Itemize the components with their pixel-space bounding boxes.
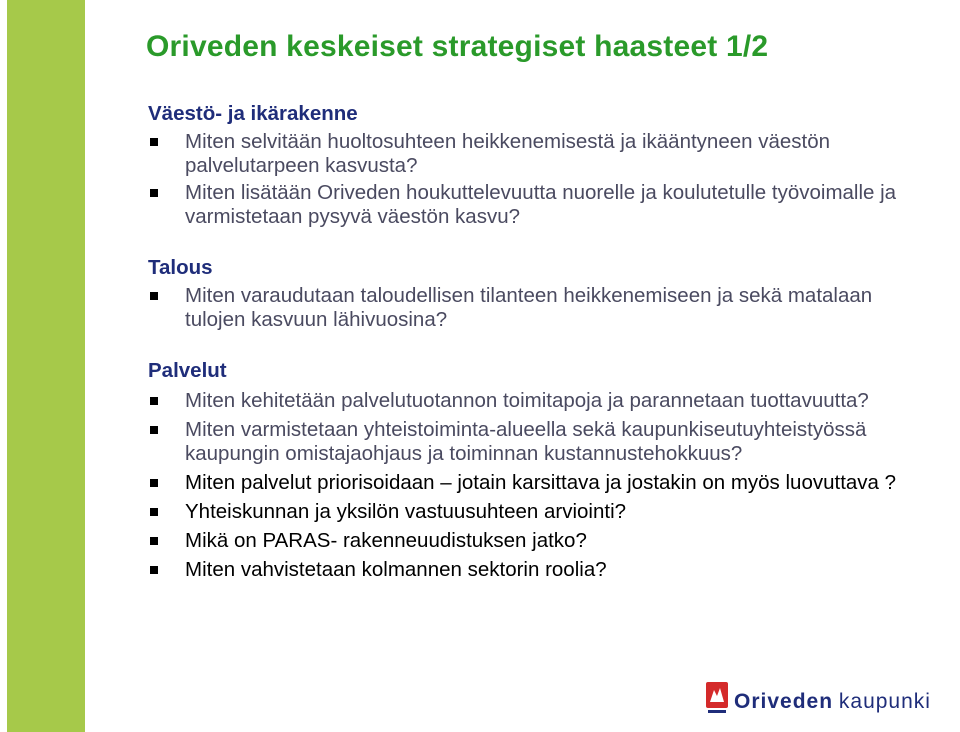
slide-content [148,101,938,582]
bullet-list [148,130,938,229]
square-bullet-icon [150,292,158,300]
list-item [148,471,938,495]
list-item-text: Yhteiskunnan ja yksilön vastuusuhteen arviointi? [185,500,627,523]
list-item [148,284,938,332]
list-item [148,500,938,524]
logo-wordmark [734,690,931,714]
organization-logo [704,680,960,720]
bullet-list [148,389,938,582]
section-economy [148,255,938,332]
town-coat-of-arms-icon [704,680,732,720]
section-population [148,101,938,229]
logo-name-light: kaupunki [838,690,931,713]
list-item [148,418,938,466]
square-bullet-icon [150,189,158,197]
square-bullet-icon [150,397,158,405]
square-bullet-icon [150,566,158,574]
square-bullet-icon [150,537,158,545]
list-item-text: Miten lisätään Oriveden houkuttelevuutta nuorelle ja koulutetulle työvoimalle ja varmistetaan pysyvä väestön kasvu? [185,181,897,228]
square-bullet-icon [150,479,158,487]
slide-title: Oriveden keskeiset strategiset haasteet 1/2 [146,30,769,63]
list-item-text: Miten varaudutaan taloudellisen tilanteen heikkenemiseen ja sekä matalaan tulojen kasvuun lähivuosina? [185,284,873,331]
list-item [148,181,938,229]
bullet-list [148,284,938,332]
list-item-text: Miten vahvistetaan kolmannen sektorin roolia? [185,558,607,581]
section-heading: Palvelut [148,359,227,382]
accent-bar [7,0,85,732]
square-bullet-icon [150,508,158,516]
list-item [148,529,938,553]
section-heading: Väestö- ja ikärakenne [148,102,358,125]
square-bullet-icon [150,138,158,146]
logo-name-bold: Oriveden [734,690,834,713]
list-item [148,130,938,178]
section-services [148,358,938,582]
list-item-text: Miten varmistetaan yhteistoiminta-alueella sekä kaupunkiseutuyhteistyössä kaupungin omistajaohjaus ja toiminnan kustannustehokkuus? [185,418,867,465]
list-item-text: Miten selvitään huoltosuhteen heikkenemisestä ja ikääntyneen väestön palvelutarpeen kasvusta? [185,130,831,177]
list-item-text: Miten palvelut priorisoidaan – jotain karsittava ja jostakin on myös luovuttava ? [185,471,897,494]
list-item-text: Miten kehitetään palvelutuotannon toimitapoja ja parannetaan tuottavuutta? [185,389,869,412]
section-heading: Talous [148,256,213,279]
list-item-text: Mikä on PARAS- rakenneuudistuksen jatko? [185,529,587,552]
square-bullet-icon [150,426,158,434]
list-item [148,389,938,413]
list-item [148,558,938,582]
